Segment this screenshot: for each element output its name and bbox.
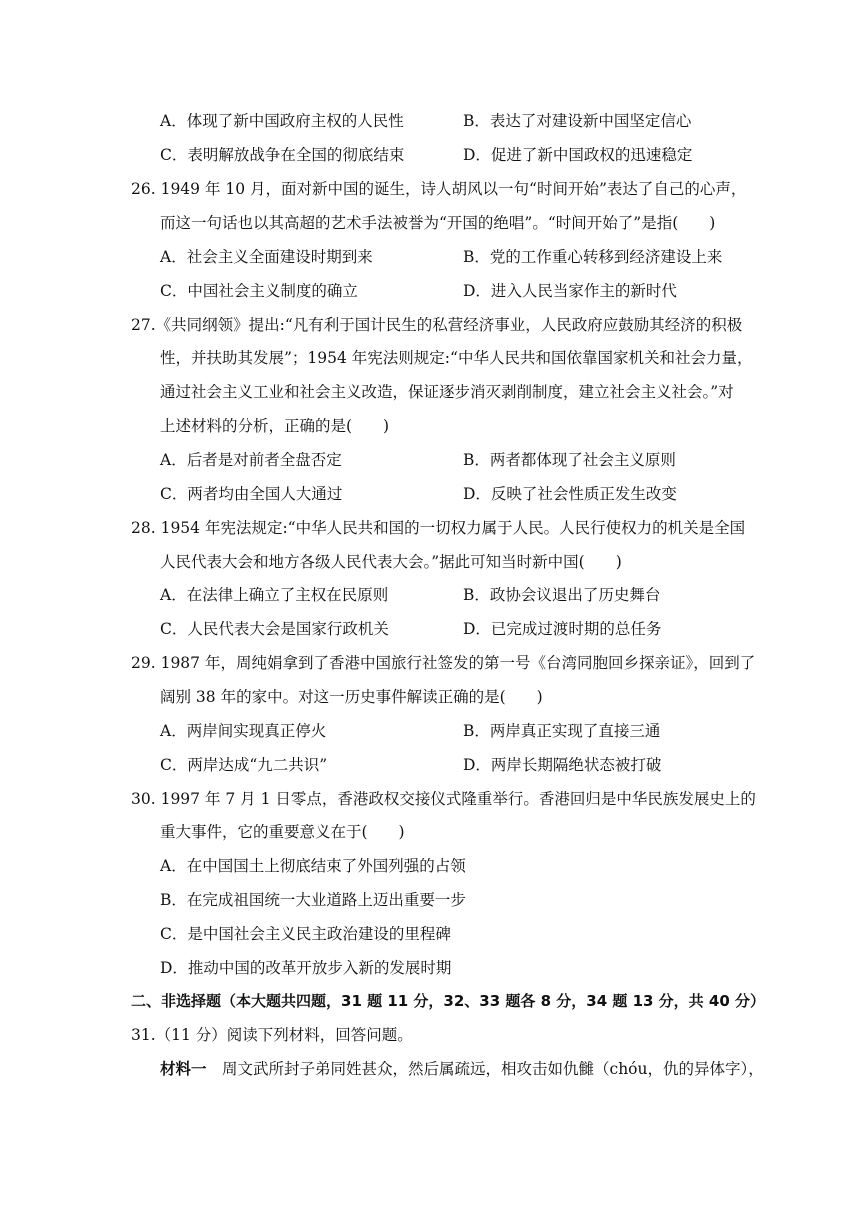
q26-stem-line2: 而这一句话也以其高超的艺术手法被誉为“开国的绝唱”。“时间开始了”是指( ) [160, 214, 716, 232]
q26-option-a: A．社会主义全面建设时期到来 [160, 248, 373, 266]
q27-stem-line2: 性，并扶助其发展”；1954 年宪法则规定:“中华人民共和国依靠国家机关和社会力量， [160, 349, 753, 367]
q29-option-b: B．两岸真正实现了直接三通 [463, 722, 661, 740]
q30-stem-line2: 重大事件，它的重要意义在于( ) [160, 823, 405, 841]
q30-option-a: A．在中国国土上彻底结束了外国列强的占领 [160, 857, 466, 875]
q30-option-d: D．推动中国的改革开放步入新的发展时期 [160, 959, 452, 977]
q25-option-a: A．体现了新中国政府主权的人民性 [160, 112, 404, 130]
q29-option-a: A．两岸间实现真正停火 [160, 722, 327, 740]
q28-option-d: D．已完成过渡时期的总任务 [463, 620, 662, 638]
q26-option-c: C．中国社会主义制度的确立 [160, 282, 358, 300]
q28-stem-line2: 人民代表大会和地方各级人民代表大会。”据此可知当时新中国( ) [160, 553, 622, 571]
q27-stem-line4: 上述材料的分析，正确的是( ) [160, 417, 390, 435]
q28-option-a: A．在法律上确立了主权在民原则 [160, 586, 389, 604]
q28-stem-line1: 28. 1954 年宪法规定:“中华人民共和国的一切权力属于人民。人民行使权力的机关是全国 [131, 519, 746, 537]
material-text: 周文武所封子弟同姓甚众，然后属疏远，相攻击如仇雠（chóu，仇的异体字）， [206, 1060, 764, 1078]
q29-stem-line1: 29. 1987 年，周纯娟拿到了香港中国旅行社签发的第一号《台湾同胞回乡探亲证》，回到了 [131, 654, 756, 672]
q26-option-d: D．进入人民当家作主的新时代 [463, 282, 677, 300]
q25-option-c: C．表明解放战争在全国的彻底结束 [160, 146, 405, 164]
q27-option-a: A．后者是对前者全盘否定 [160, 451, 342, 469]
q28-option-c: C．人民代表大会是国家行政机关 [160, 620, 389, 638]
q25-option-d: D．促进了新中国政权的迅速稳定 [463, 146, 693, 164]
q29-stem-line2: 阔别 38 年的家中。对这一历史事件解读正确的是( ) [160, 688, 543, 706]
section2-heading: 二、非选择题（本大题共四题，31 题 11 分，32、33 题各 8 分，34 题 13 分，共 40 分） [131, 992, 766, 1010]
q27-option-b: B．两者都体现了社会主义原则 [463, 451, 676, 469]
q31-stem-line1: 31.（11 分）阅读下列材料，回答问题。 [131, 1026, 413, 1044]
q27-stem-line3: 通过社会主义工业和社会主义改造，保证逐步消灭剥削制度，建立社会主义社会。”对 [160, 383, 734, 401]
q25-option-b: B．表达了对建设新中国坚定信心 [463, 112, 692, 130]
material-label: 材料一 [160, 1060, 207, 1078]
q31-material-line [160, 1059, 764, 1079]
q27-option-d: D．反映了社会性质正发生改变 [463, 485, 677, 503]
q30-option-c: C．是中国社会主义民主政治建设的里程碑 [160, 925, 451, 943]
q26-stem-line1: 26. 1949 年 10 月，面对新中国的诞生，诗人胡风以一句“时间开始”表达了自己的心声， [131, 180, 747, 198]
q28-option-b: B．政协会议退出了历史舞台 [463, 586, 661, 604]
q29-option-d: D．两岸长期隔绝状态被打破 [463, 756, 662, 774]
q30-stem-line1: 30. 1997 年 7 月 1 日零点，香港政权交接仪式隆重举行。香港回归是中华民族发展史上的 [131, 790, 756, 808]
q30-option-b: B．在完成祖国统一大业道路上迈出重要一步 [160, 891, 466, 909]
q27-option-c: C．两者均由全国人大通过 [160, 485, 343, 503]
q26-option-b: B．党的工作重心转移到经济建设上来 [463, 248, 723, 266]
q27-stem-line1: 27.《共同纲领》提出:“凡有利于国计民生的私营经济事业，人民政府应鼓励其经济的积极 [131, 316, 743, 334]
q29-option-c: C．两岸达成“九二共识” [160, 756, 328, 774]
